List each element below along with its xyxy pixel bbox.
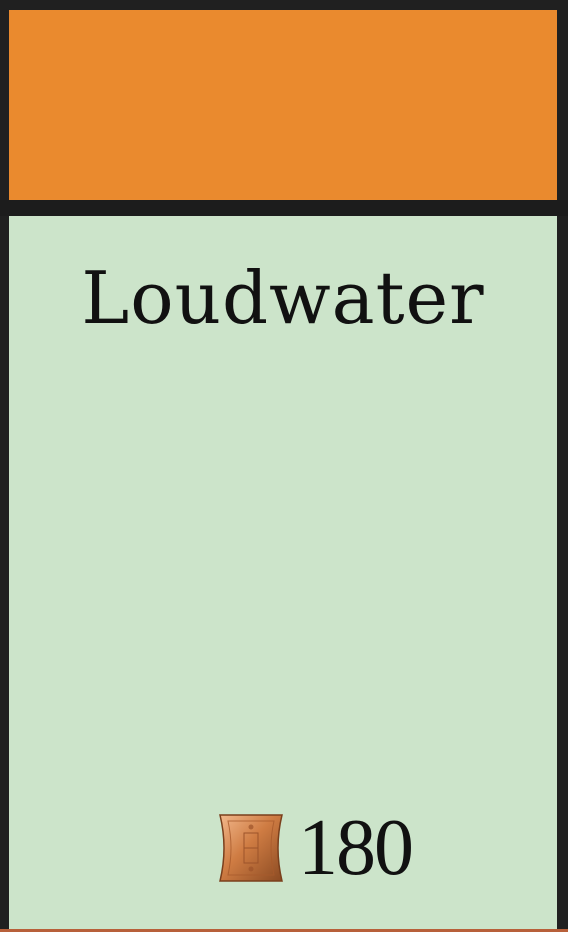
price-row: [214, 804, 412, 892]
color-band: [9, 10, 557, 200]
property-price: 180: [298, 804, 412, 892]
coin-icon: [214, 811, 288, 885]
band-divider: [0, 200, 568, 216]
property-name: Loudwater: [81, 256, 485, 340]
